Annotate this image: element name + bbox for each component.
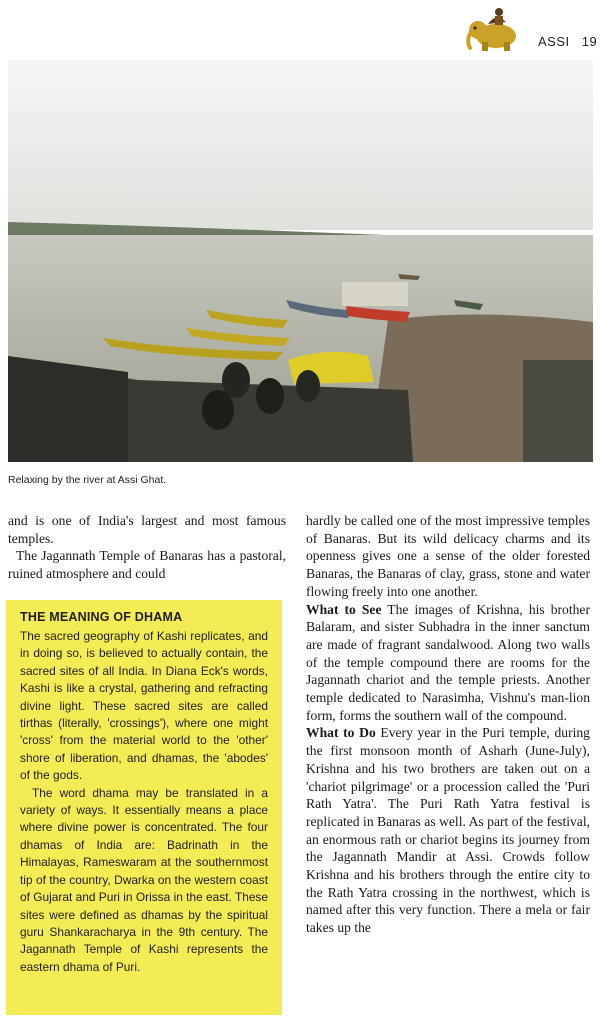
section-name: ASSI	[538, 34, 570, 49]
left-column	[8, 512, 286, 583]
body-paragraph: and is one of India's largest and most famous temples.	[8, 513, 286, 546]
elephant-icon	[462, 6, 524, 52]
river-photo	[8, 60, 593, 462]
photo-caption: Relaxing by the river at Assi Ghat.	[8, 474, 167, 486]
what-to-see-paragraph	[306, 601, 590, 725]
dhama-sidebar	[6, 600, 282, 1015]
body-paragraph: The Jagannath Temple of Banaras has a pastoral, ruined atmosphere and could	[8, 548, 286, 582]
sidebar-title: THE MEANING OF DHAMA	[20, 610, 183, 624]
what-to-do-label: What to Do	[306, 725, 376, 741]
what-to-do-text: Every year in the Puri temple, during the first monsoon month of Asharh (June-July), Krishna and his two brothers are taken out on a 'chariot pilgrimage' or a procession called the 'Puri Rath Yatra'. The Puri Rath Yatra festival is replicated in Banaras as well. As part of the festival, an enormous rath or chariot begins its journey from the Jagannath Mandir at Assi. Crowds follow Krishna and his brothers through the entire city to the Rath Yatra crossing in the northwest, which is named after this very function. There a mela or fair takes up the	[306, 725, 590, 936]
sidebar-paragraph: The sacred geography of Kashi replicates, and in doing so, is believed to actually contain, the sacred sites of all India. In Diana Eck's words, Kashi is like a crystal, gathering and refracting divine light. These sacred sites are called tirthas (literally, 'crossings'), where one might 'cross' from the material world to the 'other' shore of liberation, and dhamas, the 'abodes' of the gods.	[20, 629, 268, 783]
page-number: 19	[581, 34, 598, 49]
what-to-see-label: What to See	[306, 601, 382, 617]
running-head	[538, 34, 597, 49]
what-to-see-text: The images of Krishna, his brother Balaram, and sister Subhadra in the inner sanctum are made of fragrant sandalwood. Along two walls of the temple compound there are rooms for the Jagannath chariot and the temple priests. Another temple dedicated to Narasimha, Vishnu's man-lion form, forms the southern wall of the compound.	[306, 601, 590, 723]
sidebar-paragraph: The word dhama may be translated in a variety of ways. It essentially means a place where divine power is concentrated. The four dhamas of India are: Badrinath in the Himalayas, Rameswaram at the southernmost tip of the country, Dwarka on the western coast of Gujarat and Puri in Orissa in the east. These sites were defined as dhamas by the spiritual guru Shankaracharya in the 9th century. The Jagannath Temple of Kashi represents the eastern dhama of Puri.	[20, 785, 268, 974]
what-to-do-paragraph	[306, 724, 590, 936]
body-paragraph: hardly be called one of the most impressive temples of Banaras. But its wild delicacy charms and its openness gives one a sense of the older forested Banaras, the Banaras of clay, grass, stone and water flowing freely into one another.	[306, 513, 590, 599]
page-header	[0, 0, 600, 60]
right-column	[306, 512, 590, 937]
